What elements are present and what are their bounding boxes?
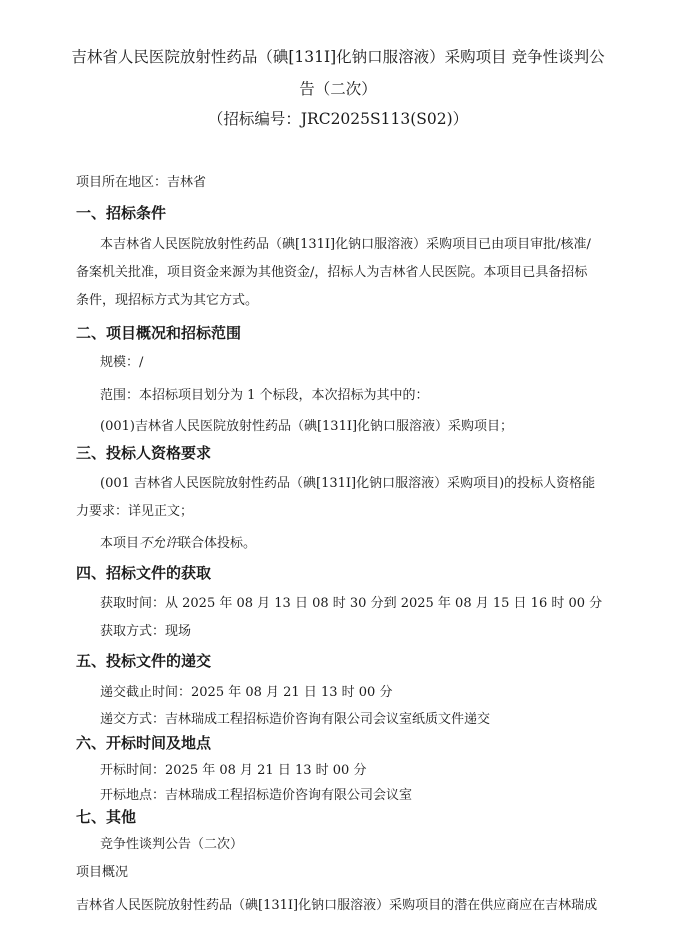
section-7-heading: 七、其他 [76,808,137,826]
bid-number: （招标编号：JRC2025S113(S02)） [207,110,469,128]
section-6-heading: 六、开标时间及地点 [76,734,212,752]
section-6-opening-time: 开标时间：2025 年 08 月 21 日 13 时 00 分 [100,763,367,778]
section-7-overview: 项目概况 [76,865,129,880]
section-3-paragraph-line-2: 力要求：详见正文； [76,504,194,519]
section-2-scope: 范围：本招标项目划分为 1 个标段，本次招标为其中的： [100,388,429,403]
section-1-heading: 一、招标条件 [76,204,167,222]
doc-title-line-2: 告（二次） [299,80,377,98]
section-1-paragraph-line-2: 备案机关批准，项目资金来源为其他资金/，招标人为吉林省人民医院。本项目已具备招标 [76,265,588,280]
section-7-last-line: 吉林省人民医院放射性药品（碘[131I]化钠口服溶液）采购项目的潜在供应商应在吉林瑞成 [76,898,598,913]
section-1-paragraph-line-3: 条件，现招标方式为其它方式。 [76,293,259,308]
section-3-heading: 三、投标人资格要求 [76,444,212,462]
project-region: 项目所在地区：吉林省 [76,175,207,190]
doc-title-line-1: 吉林省人民医院放射性药品（碘[131I]化钠口服溶液）采购项目 竞争性谈判公 [71,48,605,66]
section-4-acquire-time: 获取时间：从 2025 年 08 月 13 日 08 时 30 分到 2025 年 08 月 15 日 16 时 00 分 [100,596,603,611]
section-1-paragraph-line-1: 本吉林省人民医院放射性药品（碘[131I]化钠口服溶液）采购项目已由项目审批/核准/ [100,237,591,252]
section-4-heading: 四、招标文件的获取 [76,564,212,582]
section-3-paragraph-line-1: (001 吉林省人民医院放射性药品（碘[131I]化钠口服溶液）采购项目)的投标人资格能 [100,476,596,491]
section-5-submit-method: 递交方式：吉林瑞成工程招标造价咨询有限公司会议室纸质文件递交 [100,712,491,727]
consortium-note-suffix: 联合体投标。 [178,536,257,551]
section-4-acquire-method: 获取方式：现场 [100,624,192,639]
section-7-line-1: 竞争性谈判公告（二次） [100,837,244,852]
consortium-note-emphasis: 不允许 [139,536,179,551]
section-5-deadline: 递交截止时间：2025 年 08 月 21 日 13 时 00 分 [100,685,393,700]
consortium-note-prefix: 本项目 [100,536,140,551]
section-6-opening-place: 开标地点：吉林瑞成工程招标造价咨询有限公司会议室 [100,788,413,803]
section-2-item: (001)吉林省人民医院放射性药品（碘[131I]化钠口服溶液）采购项目； [100,419,514,434]
section-2-scale: 规模：/ [100,355,144,370]
section-5-heading: 五、投标文件的递交 [76,652,212,670]
section-2-heading: 二、项目概况和招标范围 [76,324,242,342]
section-3-consortium-note [100,535,256,553]
